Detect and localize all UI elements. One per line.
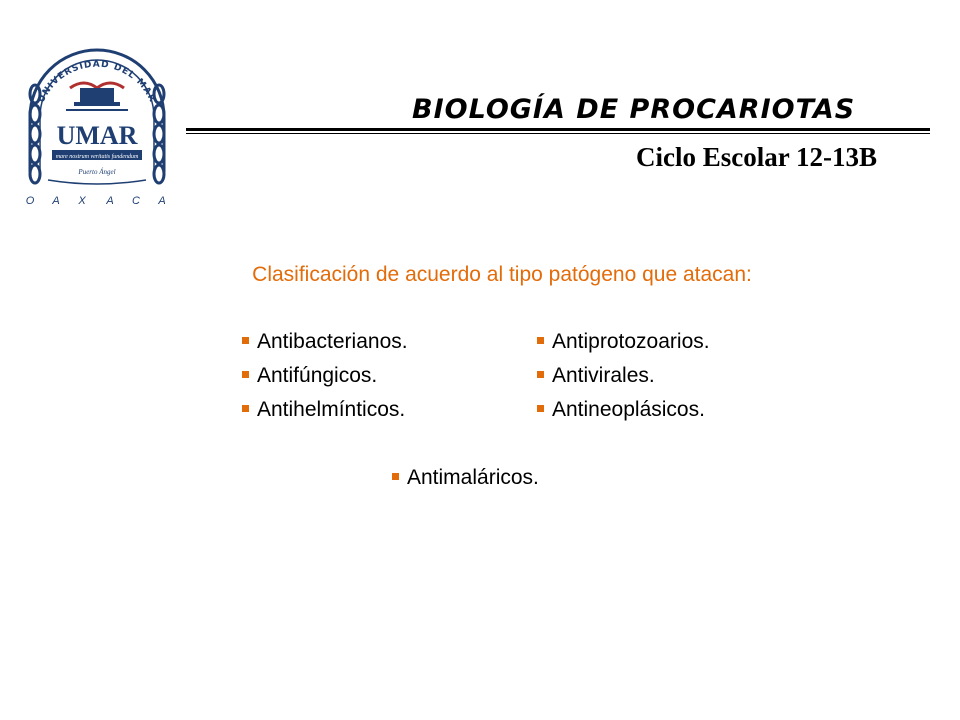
svg-text:A: A bbox=[106, 195, 114, 207]
section-heading: Clasificación de acuerdo al tipo patógeno que atacan: bbox=[252, 263, 752, 286]
svg-text:mare nostrum veritatis fundend: mare nostrum veritatis fundendum bbox=[55, 154, 139, 160]
list-item bbox=[537, 395, 705, 425]
svg-text:UNIVERSIDAD DEL MAR: UNIVERSIDAD DEL MAR bbox=[36, 59, 158, 105]
square-bullet-icon bbox=[242, 371, 249, 378]
svg-text:A: A bbox=[158, 195, 166, 207]
title-divider-thin bbox=[186, 133, 930, 134]
university-logo bbox=[18, 22, 176, 212]
square-bullet-icon bbox=[537, 405, 544, 412]
square-bullet-icon bbox=[392, 473, 399, 480]
list-item-label: Antivirales. bbox=[552, 364, 655, 387]
square-bullet-icon bbox=[537, 371, 544, 378]
svg-text:UMAR: UMAR bbox=[56, 121, 138, 150]
list-item-label: Antifúngicos. bbox=[257, 364, 378, 387]
page-title: BIOLOGÍA DE PROCARIOTAS bbox=[412, 94, 856, 125]
title-divider-thick bbox=[186, 128, 930, 131]
svg-text:X: X bbox=[78, 195, 86, 207]
emblem-icon bbox=[66, 83, 128, 110]
square-bullet-icon bbox=[537, 337, 544, 344]
svg-text:Puerto Ángel: Puerto Ángel bbox=[78, 168, 116, 176]
page-subtitle: Ciclo Escolar 12-13B bbox=[636, 142, 877, 172]
list-item-label: Antimaláricos. bbox=[407, 466, 539, 489]
list-item-label: Antihelmínticos. bbox=[257, 398, 406, 421]
list-item bbox=[242, 327, 408, 357]
svg-text:C: C bbox=[132, 195, 140, 207]
list-item bbox=[537, 327, 710, 357]
list-item bbox=[242, 395, 405, 425]
list-item-label: Antineoplásicos. bbox=[552, 398, 705, 421]
list-item bbox=[392, 463, 539, 493]
svg-text:O: O bbox=[25, 195, 35, 207]
svg-text:A: A bbox=[52, 195, 60, 207]
list-item bbox=[242, 361, 377, 391]
list-item-label: Antiprotozoarios. bbox=[552, 330, 710, 353]
square-bullet-icon bbox=[242, 337, 249, 344]
square-bullet-icon bbox=[242, 405, 249, 412]
list-item-label: Antibacterianos. bbox=[257, 330, 408, 353]
list-item bbox=[537, 361, 655, 391]
